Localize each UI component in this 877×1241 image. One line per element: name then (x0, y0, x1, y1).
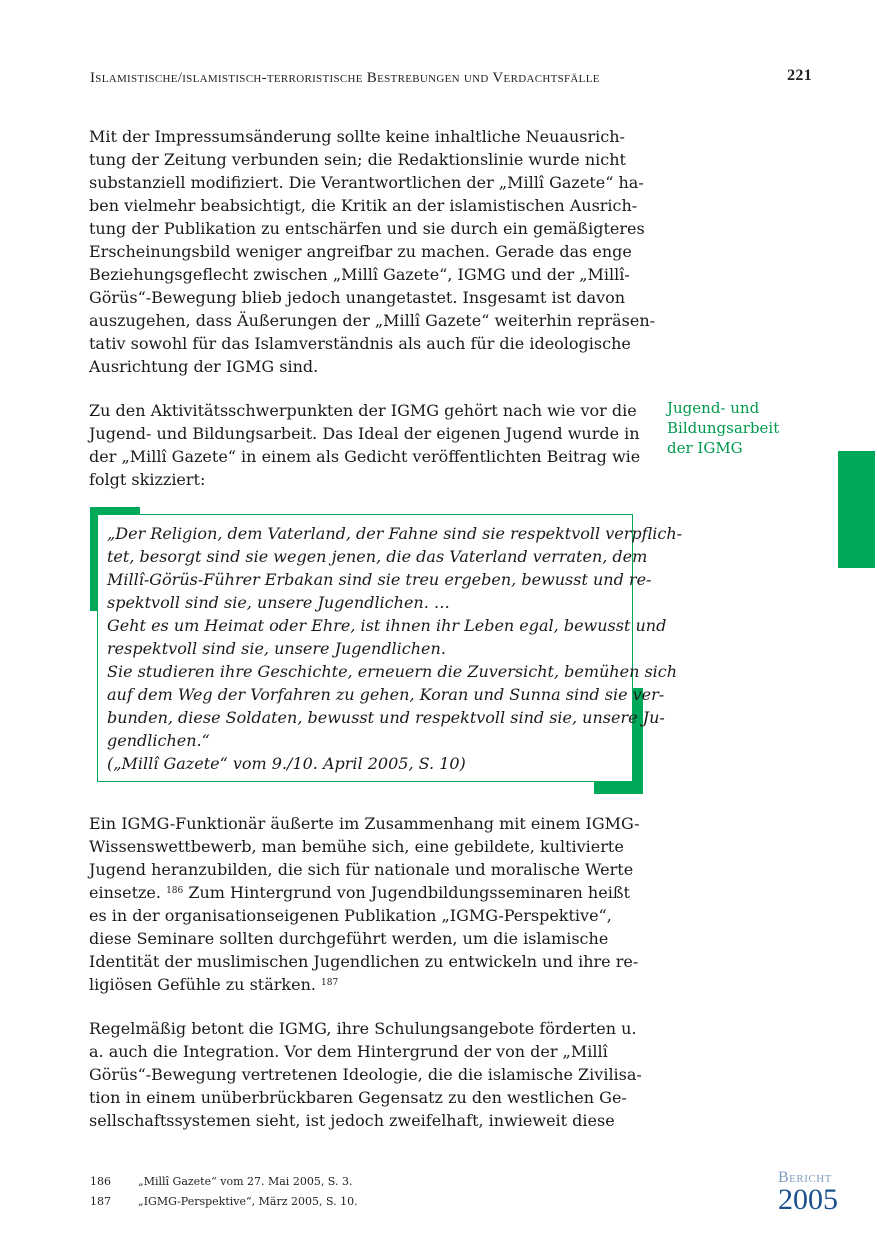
margin-note-line: Bildungsarbeit (667, 419, 780, 437)
text-line: Jugend- und Bildungsarbeit. Das Ideal der eigenen Jugend wurde in (89, 424, 640, 443)
quote-line: Millî-Görüs-Führer Erbakan sind sie treu ergeben, bewusst und re- (107, 570, 652, 589)
text-line: Mit der Impressumsänderung sollte keine inhaltliche Neuausrich- (89, 127, 625, 146)
logo-year: 2005 (778, 1183, 838, 1216)
header-title: Islamistische/islamistisch-terroristische Bestrebungen und Verdachtsfälle (90, 70, 600, 86)
quote-line: tet, besorgt sind sie wegen jenen, die das Vaterland verraten, dem (107, 547, 648, 566)
text-line: es in der organisationseigenen Publikation „IGMG-Perspektive“, (89, 906, 612, 925)
running-header (90, 66, 812, 90)
text-line: a. auch die Integration. Vor dem Hintergrund der von der „Millî (89, 1042, 608, 1061)
chapter-tab-marker (838, 451, 875, 568)
text-segment: einsetze. (89, 883, 167, 902)
quote-source: („Millî Gazete“ vom 9./10. April 2005, S. 10) (107, 754, 466, 773)
page-number: 221 (787, 67, 812, 84)
quote-text (107, 522, 683, 775)
text-line: tung der Publikation zu entschärfen und sie durch ein gemäßigteres (89, 219, 645, 238)
text-segment: ligiösen Gefühle zu stärken. (89, 975, 322, 994)
quote-line: gendlichen.“ (107, 731, 210, 750)
text-line: substanziell modifiziert. Die Verantwortlichen der „Millî Gazete“ ha- (89, 173, 644, 192)
logo-word: Bericht (778, 1169, 832, 1186)
text-line (89, 881, 649, 904)
text-line: sellschaftssystemen sieht, ist jedoch zweifelhaft, inwieweit diese (89, 1111, 615, 1130)
text-line: Jugend heranzubilden, die sich für nationale und moralische Werte (89, 860, 634, 879)
text-line: Identität der muslimischen Jugendlichen zu entwickeln und ihre re- (89, 952, 639, 971)
footnote-text: „Millî Gazete“ vom 27. Mai 2005, S. 3. (138, 1175, 353, 1188)
text-line: auszugehen, dass Äußerungen der „Millî Gazete“ weiterhin repräsen- (89, 311, 656, 330)
margin-note-line: Jugend- und (667, 399, 760, 417)
footnote-ref-187[interactable]: 187 (321, 978, 339, 988)
text-line: Regelmäßig betont die IGMG, ihre Schulungsangebote förderten u. (89, 1019, 637, 1038)
footnote-text: „IGMG-Perspektive“, März 2005, S. 10. (138, 1195, 358, 1208)
quote-line: Sie studieren ihre Geschichte, erneuern die Zuversicht, bemühen sich (107, 662, 678, 681)
quote-line: auf dem Weg der Vorfahren zu gehen, Koran und Sunna sind sie ver- (107, 685, 665, 704)
text-line: folgt skizziert: (89, 470, 206, 489)
text-line: Erscheinungsbild weniger angreifbar zu machen. Gerade das enge (89, 242, 632, 261)
text-line: Wissenswettbewerb, man bemühe sich, eine gebildete, kultivierte (89, 837, 624, 856)
text-line: tativ sowohl für das Islamverständnis als auch für die ideologische (89, 334, 631, 353)
quote-line: Geht es um Heimat oder Ehre, ist ihnen ihr Leben egal, bewusst und (107, 616, 667, 635)
margin-note (667, 398, 817, 458)
margin-note-line: der IGMG (667, 439, 743, 457)
paragraph-funktionaer (89, 812, 649, 996)
text-line: Zu den Aktivitätsschwerpunkten der IGMG gehört nach wie vor die (89, 401, 637, 420)
text-segment: Zum Hintergrund von Jugendbildungsseminaren heißt (183, 883, 630, 902)
footnote-187 (90, 1192, 690, 1212)
text-line: diese Seminare sollten durchgeführt werden, um die islamische (89, 929, 609, 948)
text-line: ben vielmehr beabsichtigt, die Kritik an der islamistischen Ausrich- (89, 196, 638, 215)
paragraph-jugendarbeit (89, 399, 649, 491)
paragraph-schulung (89, 1017, 649, 1132)
footnote-number: 186 (90, 1175, 111, 1188)
footnote-number: 187 (90, 1195, 111, 1208)
text-line: tung der Zeitung verbunden sein; die Redaktionslinie wurde nicht (89, 150, 626, 169)
text-line: der „Millî Gazete“ in einem als Gedicht veröffentlichten Beitrag wie (89, 447, 641, 466)
footnote-ref-186[interactable]: 186 (166, 886, 184, 896)
quote-line: respektvoll sind sie, unsere Jugendlichen. (107, 639, 446, 658)
quote-line: „Der Religion, dem Vaterland, der Fahne sind sie respektvoll verpflich- (107, 524, 683, 543)
footnotes (90, 1172, 690, 1212)
text-line: tion in einem unüberbrückbaren Gegensatz zu den westlichen Ge- (89, 1088, 627, 1107)
text-line: Görüs“-Bewegung blieb jedoch unangetastet. Insgesamt ist davon (89, 288, 626, 307)
text-line: Ausrichtung der IGMG sind. (89, 357, 319, 376)
quote-line: bunden, diese Soldaten, bewusst und respektvoll sind sie, unsere Ju- (107, 708, 665, 727)
text-line: Görüs“-Bewegung vertretenen Ideologie, die die islamische Zivilisa- (89, 1065, 642, 1084)
text-line (89, 973, 649, 996)
footnote-186 (90, 1172, 690, 1192)
quote-line: spektvoll sind sie, unsere Jugendlichen. … (107, 593, 450, 612)
paragraph-impressum (89, 125, 656, 378)
text-line: Ein IGMG-Funktionär äußerte im Zusammenhang mit einem IGMG- (89, 814, 640, 833)
text-line: Beziehungsgeflecht zwischen „Millî Gazete“, IGMG und der „Millî- (89, 265, 630, 284)
bericht-2005-logo (778, 1170, 858, 1215)
